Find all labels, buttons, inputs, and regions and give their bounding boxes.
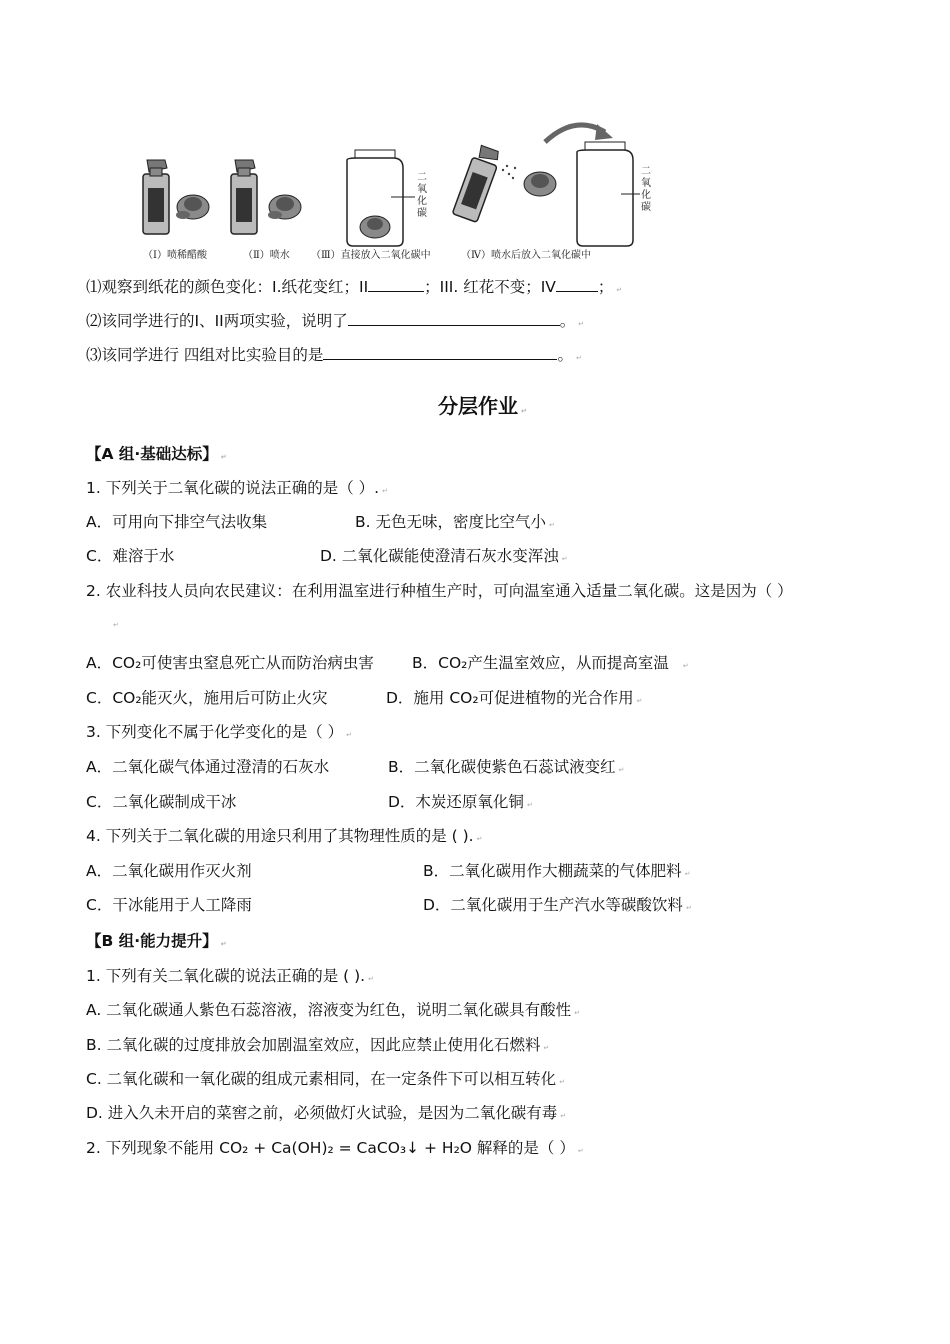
option-c[interactable]: C．二氧化碳制成干冰 bbox=[86, 793, 237, 811]
option-c[interactable]: C．干冰能用于人工降雨 bbox=[86, 896, 252, 914]
question-stem: 1. 下列关于二氧化碳的说法正确的是（ ）. ↵ bbox=[86, 479, 388, 497]
answer-blank[interactable] bbox=[348, 310, 560, 326]
option-a[interactable]: A．可用向下排空气法收集 bbox=[86, 513, 268, 531]
question-text: ⑵该同学进行的I、II两项实验，说明了 bbox=[86, 312, 348, 330]
option-a[interactable]: A．二氧化碳气体通过澄清的石灰水 bbox=[86, 758, 330, 776]
question-stem: 1. 下列有关二氧化碳的说法正确的是 ( ). ↵ bbox=[86, 967, 374, 985]
paper-flower-icon bbox=[524, 172, 556, 196]
figure-caption: （Ⅱ）喷水 bbox=[243, 250, 290, 261]
spray-bottle-icon bbox=[143, 160, 169, 234]
question-text: ；III. 红花不变；IV bbox=[424, 278, 556, 296]
question-text: ⑶该同学进行 四组对比实验目的是 bbox=[86, 346, 324, 364]
answer-blank[interactable] bbox=[368, 276, 424, 292]
option-d[interactable]: D．木炭还原氧化铜 ↵ bbox=[388, 793, 533, 811]
option-d[interactable]: D. 进入久未开启的菜窖之前，必须做灯火试验，是因为二氧化碳有毒 ↵ bbox=[86, 1104, 567, 1122]
option-b[interactable]: B. 无色无味，密度比空气小 ↵ bbox=[355, 513, 555, 531]
option-b[interactable]: B．CO₂产生温室效应，从而提高室温 ↵ bbox=[412, 654, 689, 672]
option-d[interactable]: D. 二氧化碳能使澄清石灰水变浑浊 ↵ bbox=[320, 547, 568, 565]
question-stem: 4. 下列关于二氧化碳的用途只利用了其物理性质的是 ( ). ↵ bbox=[86, 827, 483, 845]
exp-question-3: ⑶该同学进行 四组对比实验目的是 。 ↵ bbox=[86, 346, 582, 364]
curved-arrow-icon bbox=[545, 124, 613, 142]
gas-jar-icon bbox=[347, 150, 415, 246]
figure-caption: （Ⅰ）喷稀醋酸 bbox=[143, 250, 207, 261]
answer-blank[interactable] bbox=[323, 344, 557, 360]
option-a[interactable]: A．CO₂可使害虫窒息死亡从而防治病虫害 bbox=[86, 654, 374, 672]
experiment-figure bbox=[135, 112, 655, 262]
spray-mist-icon bbox=[502, 165, 516, 179]
question-stem: 2. 下列现象不能用 CO₂ + Ca(OH)₂ = CaCO₃↓ + H₂O 解释的是（ ） ↵ bbox=[86, 1139, 584, 1157]
option-d[interactable]: D．二氧化碳用于生产汽水等碳酸饮料 ↵ bbox=[423, 896, 692, 914]
option-b[interactable]: B. 二氧化碳的过度排放会加剧温室效应，因此应禁止使用化石燃料 ↵ bbox=[86, 1036, 550, 1054]
option-c[interactable]: C. 二氧化碳和一氧化碳的组成元素相同，在一定条件下可以相互转化 ↵ bbox=[86, 1070, 566, 1088]
paper-flower-icon bbox=[176, 195, 209, 219]
paper-flower-icon bbox=[268, 195, 301, 219]
option-b[interactable]: B．二氧化碳用作大棚蔬菜的气体肥料 ↵ bbox=[423, 862, 691, 880]
option-d[interactable]: D．施用 CO₂可促进植物的光合作用 ↵ bbox=[386, 689, 643, 707]
svg-text:二氧化碳: 二氧化碳 bbox=[641, 166, 651, 213]
option-a[interactable]: A. 二氧化碳通人紫色石蕊溶液，溶液变为红色，说明二氧化碳具有酸性 ↵ bbox=[86, 1001, 581, 1019]
figure-caption: （Ⅲ）直接放入二氧化碳中 bbox=[311, 250, 431, 261]
spray-bottle-icon bbox=[231, 160, 257, 234]
exp-question-2: ⑵该同学进行的I、II两项实验，说明了 。 ↵ bbox=[86, 312, 585, 330]
option-b[interactable]: B．二氧化碳使紫色石蕊试液变红 ↵ bbox=[388, 758, 625, 776]
spray-bottle-icon bbox=[452, 144, 502, 222]
question-text: 。 bbox=[559, 312, 576, 330]
question-text: ； bbox=[597, 278, 614, 296]
option-a[interactable]: A．二氧化碳用作灭火剂 bbox=[86, 862, 252, 880]
option-c[interactable]: C．难溶于水 bbox=[86, 547, 175, 565]
question-stem: 2. 农业科技人员向农民建议：在利用温室进行种植生产时，可向温室通入适量二氧化碳。这是因为（ ） bbox=[86, 582, 793, 600]
exp-question-1: ⑴观察到纸花的颜色变化：I.纸花变红；II ；III. 红花不变；IV ； ↵ bbox=[86, 278, 623, 296]
answer-blank[interactable] bbox=[556, 276, 598, 292]
svg-text:二氧化碳: 二氧化碳 bbox=[417, 172, 427, 219]
question-text: 。 bbox=[557, 346, 573, 364]
group-a-heading: 【A 组·基础达标】 ↵ bbox=[86, 445, 227, 463]
group-b-heading: 【B 组·能力提升】 ↵ bbox=[86, 932, 227, 950]
question-stem: 3. 下列变化不属于化学变化的是（ ） ↵ bbox=[86, 723, 353, 741]
option-c[interactable]: C．CO₂能灭火，施用后可防止火灾 bbox=[86, 689, 328, 707]
section-title: 分层作业 ↵ bbox=[438, 394, 527, 418]
gas-jar-icon bbox=[577, 142, 640, 246]
paragraph-mark: ↵ bbox=[113, 621, 119, 629]
question-text: ⑴观察到纸花的颜色变化：I.纸花变红；II bbox=[86, 278, 369, 296]
jar-label bbox=[417, 172, 427, 219]
figure-caption: （Ⅳ）喷水后放入二氧化碳中 bbox=[461, 250, 591, 261]
jar-label bbox=[641, 166, 651, 213]
